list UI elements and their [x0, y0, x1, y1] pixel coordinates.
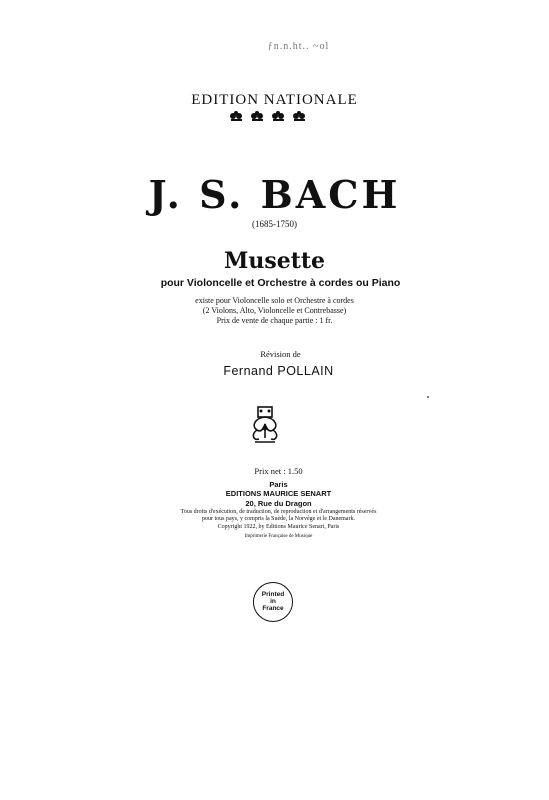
floral-ornament-icon: [230, 111, 242, 121]
instrumentation-line-1: existe pour Violoncelle solo et Orchestre à cordes: [195, 296, 354, 305]
scan-speck: [427, 396, 429, 398]
rights-notice-line-1: Tous droits d'exécution, de traduction, de reproduction et d'arrangements réservés: [180, 509, 377, 515]
work-title: Musette: [223, 248, 326, 274]
composer-dates: (1685-1750): [252, 219, 297, 229]
publisher-city: Paris: [269, 480, 288, 489]
instrumentation-line-2: (2 Violons, Alto, Violoncelle et Contrebasse): [202, 306, 347, 315]
faded-top-mark: ƒn.n.ht.. ~ol: [267, 41, 330, 52]
composer-name: J. S. BACH: [148, 172, 401, 217]
net-price: Prix net : 1.50: [254, 466, 303, 476]
floral-ornament-row: [228, 110, 310, 122]
stamp-line-1: Printed: [261, 591, 285, 598]
part-price-line: Prix de vente de chaque partie : 1 fr.: [216, 316, 333, 325]
publisher-emblem-icon: [245, 406, 285, 444]
work-subtitle: pour Violoncelle et Orchestre à cordes ou Piano: [160, 277, 401, 289]
stamp-line-3: France: [262, 605, 284, 612]
floral-ornament-icon: [251, 111, 263, 121]
floral-ornament-icon: [293, 111, 305, 121]
revision-label: Révision de: [260, 349, 301, 359]
printed-in-france-stamp: [253, 582, 293, 622]
publisher-name: EDITIONS MAURICE SENART: [225, 489, 332, 498]
copyright-notice: Copyright 1922, by Editions Maurice Senart, Paris: [217, 524, 340, 530]
floral-ornament-icon: [272, 111, 284, 121]
rights-notice-line-2: pour tous pays, y compris la Suède, la Norvège et le Danemark.: [202, 516, 355, 522]
edition-label: EDITION NATIONALE: [191, 92, 358, 108]
printer-credit: Imprimerie Française de Musique: [244, 534, 313, 539]
stamp-line-2: in: [270, 598, 276, 605]
reviser-name: Fernand POLLAIN: [223, 364, 334, 378]
publisher-address: 20, Rue du Dragon: [245, 499, 312, 508]
